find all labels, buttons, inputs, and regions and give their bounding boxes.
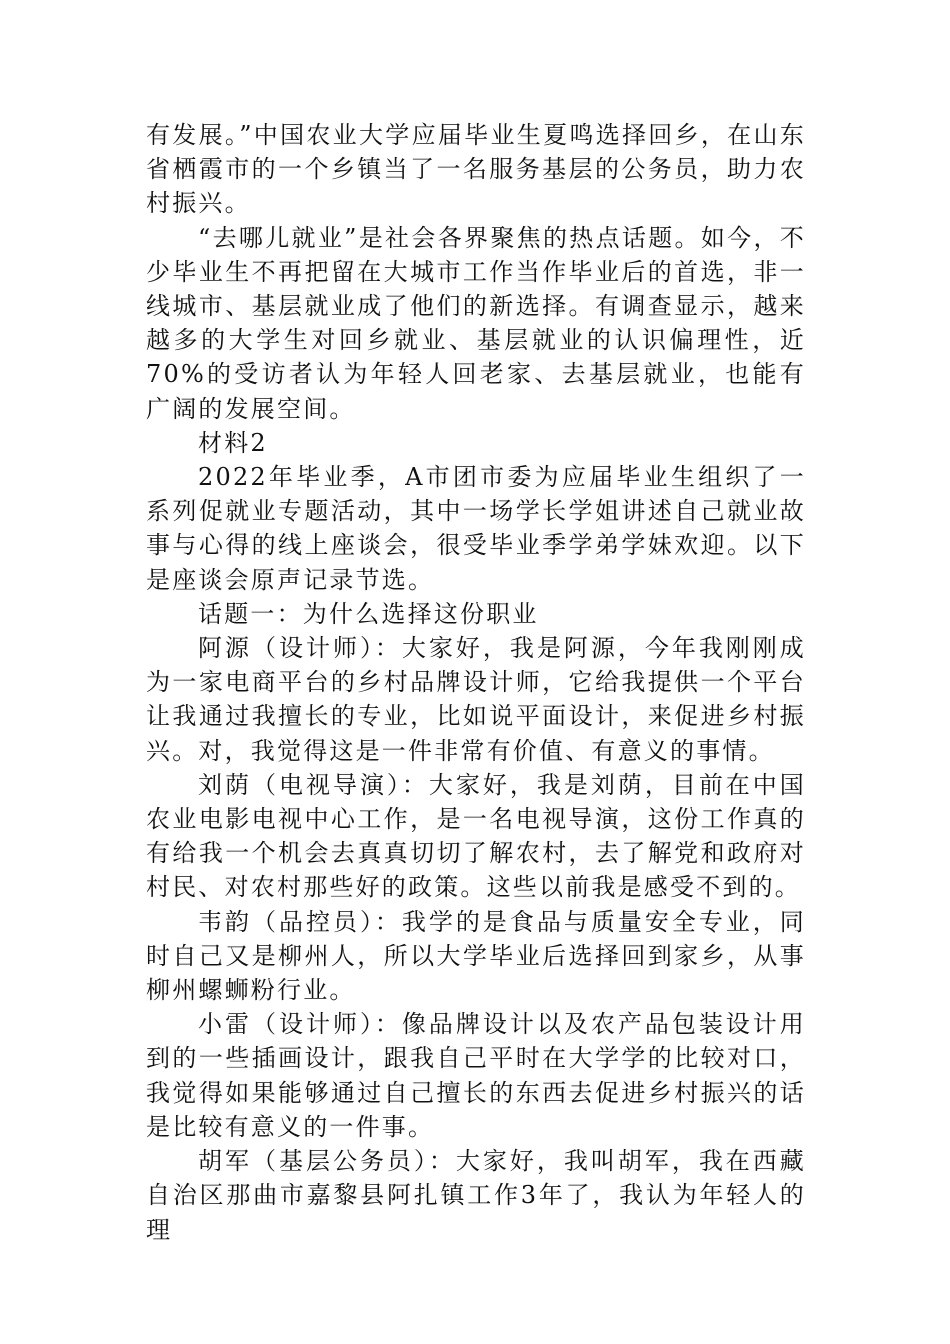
document-body: [146, 118, 806, 1247]
speaker-hujun: 胡军（基层公务员）：大家好，我叫胡军，我在西藏自治区那曲市嘉黎县阿扎镇工作3年了，我认为年轻人的理: [146, 1147, 806, 1244]
speaker-liuyin: 刘荫（电视导演）：大家好，我是刘荫，目前在中国农业电影电视中心工作，是一名电视导演，这份工作真的有给我一个机会去真真切切了解农村，去了解党和政府对村民、对农村那些好的政策。这些以前我是感受不到的。: [146, 770, 806, 902]
paragraph-4: 2022年毕业季，A市团市委为应届毕业生组织了一系列促就业专题活动，其中一场学长学姐讲述自己就业故事与心得的线上座谈会，很受毕业季学弟学妹欢迎。以下是座谈会原声记录节选。: [146, 463, 806, 594]
paragraph-1: 有发展。”中国农业大学应届毕业生夏鸣选择回乡，在山东省栖霞市的一个乡镇当了一名服务基层的公务员，助力农村振兴。: [146, 121, 806, 218]
section-heading-material-2: 材料2: [198, 428, 268, 457]
paragraph-2: “去哪儿就业”是社会各界聚焦的热点话题。如今，不少毕业生不再把留在大城市工作当作毕业后的首选，非一线城市、基层就业成了他们的新选择。有调查显示，越来越多的大学生对回乡就业、基层就业的认识偏理性，近70%的受访者认为年轻人回老家、去基层就业，也能有广阔的发展空间。: [146, 223, 806, 423]
topic-heading: 话题一：为什么选择这份职业: [198, 599, 539, 628]
speaker-weiyun: 韦韵（品控员）：我学的是食品与质量安全专业，同时自己又是柳州人，所以大学毕业后选择回到家乡，从事柳州螺蛳粉行业。: [146, 907, 806, 1005]
speaker-ayuan: 阿源（设计师）：大家好，我是阿源，今年我刚刚成为一家电商平台的乡村品牌设计师，它给我提供一个平台让我通过我擅长的专业，比如说平面设计，来促进乡村振兴。对，我觉得这是一件非常有价值、有意义的事情。: [146, 634, 806, 765]
speaker-xiaolei: 小雷（设计师）：像品牌设计以及农产品包装设计用到的一些插画设计，跟我自己平时在大学学的比较对口，我觉得如果能够通过自己擅长的东西去促进乡村振兴的话是比较有意义的一件事。: [146, 1010, 806, 1141]
